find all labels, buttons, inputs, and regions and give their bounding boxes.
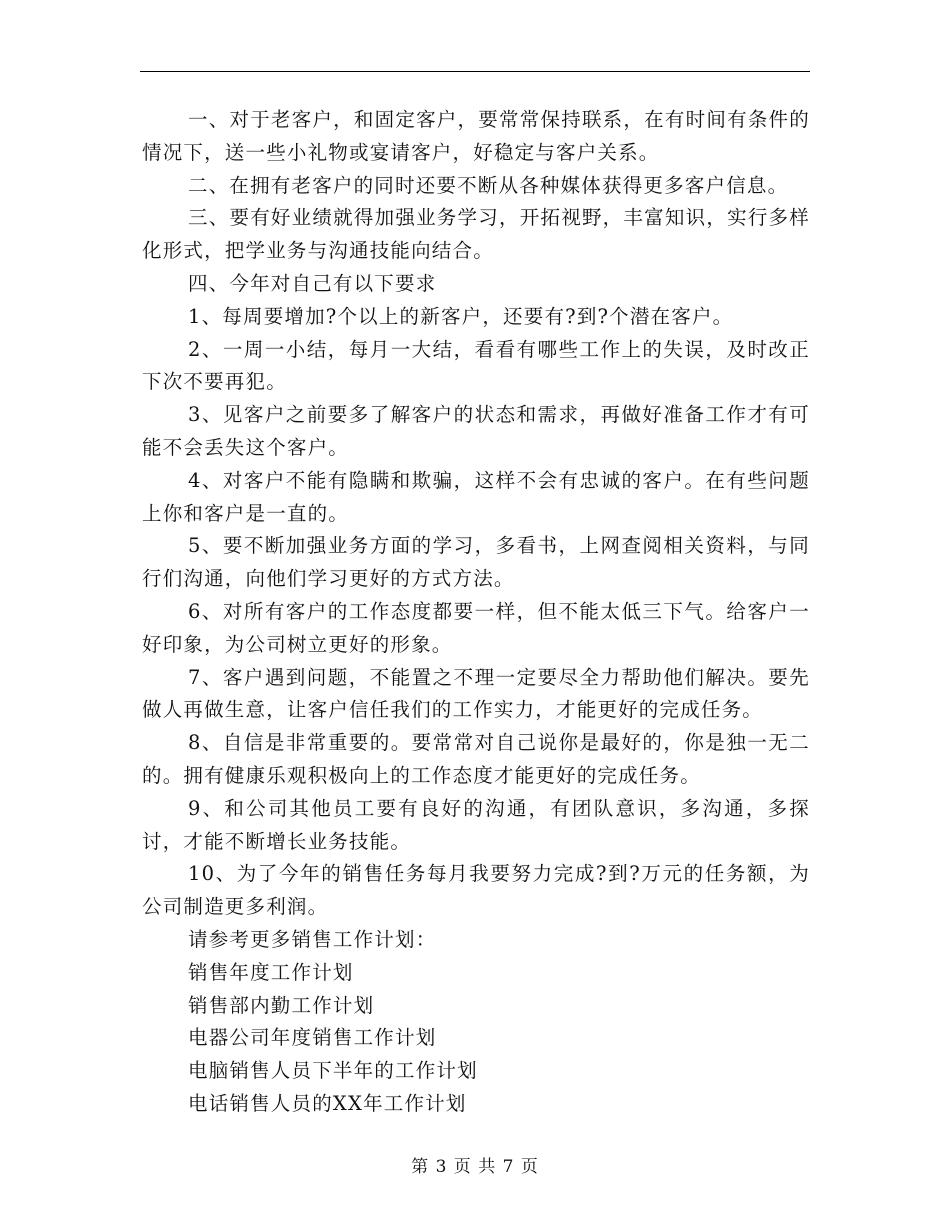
paragraph-10: 6、对所有客户的工作态度都要一样，但不能太低三下气。给客户一好印象，为公司树立更好的形象。 <box>142 599 810 656</box>
reference-link-2[interactable]: 销售部内勤工作计划 <box>188 993 375 1017</box>
paragraph-14: 10、为了今年的销售任务每月我要努力完成?到?万元的任务额，为公司制造更多利润。 <box>142 862 810 919</box>
paragraph-12: 8、自信是非常重要的。要常常对自己说你是最好的，你是独一无二的。拥有健康乐观积极向上的工作态度才能更好的完成任务。 <box>142 731 810 787</box>
page-number: 第 3 页 共 7 页 <box>411 1157 539 1177</box>
reference-link-1[interactable]: 销售年度工作计划 <box>188 960 354 984</box>
paragraph-2: 二、在拥有老客户的同时还要不断从各种媒体获得更多客户信息。 <box>188 173 789 197</box>
paragraph-9: 5、要不断加强业务方面的学习，多看书，上网查阅相关资料，与同行们沟通，向他们学习更好的方式方法。 <box>142 534 810 591</box>
reference-heading: 请参考更多销售工作计划： <box>188 927 437 951</box>
header-rule <box>140 71 810 72</box>
paragraph-8: 4、对客户不能有隐瞒和欺骗，这样不会有忠诚的客户。在有些问题上你和客户是一直的。 <box>142 468 810 525</box>
paragraph-3: 三、要有好业绩就得加强业务学习，开拓视野，丰富知识，实行多样化形式，把学业务与沟通技能向结合。 <box>142 206 810 263</box>
paragraph-6: 2、一周一小结，每月一大结，看看有哪些工作上的失误，及时改正下次不要再犯。 <box>142 337 810 394</box>
paragraph-5: 1、每周要增加?个以上的新客户，还要有?到?个潜在客户。 <box>188 304 734 328</box>
paragraph-1: 一、对于老客户，和固定客户，要常常保持联系，在有时间有条件的情况下，送一些小礼物或宴请客户，好稳定与客户关系。 <box>142 108 810 164</box>
reference-link-4[interactable]: 电脑销售人员下半年的工作计划 <box>188 1059 478 1083</box>
reference-link-3[interactable]: 电器公司年度销售工作计划 <box>188 1026 437 1050</box>
reference-link-5[interactable]: 电话销售人员的XX年工作计划 <box>188 1091 467 1115</box>
document-body <box>142 104 810 1121</box>
paragraph-13: 9、和公司其他员工要有良好的沟通，有团队意识，多沟通，多探讨，才能不断增长业务技能。 <box>142 796 810 853</box>
paragraph-4: 四、今年对自己有以下要求 <box>188 271 437 295</box>
paragraph-7: 3、见客户之前要多了解客户的状态和需求，再做好准备工作才有可能不会丢失这个客户。 <box>142 403 810 459</box>
paragraph-11: 7、客户遇到问题，不能置之不理一定要尽全力帮助他们解决。要先做人再做生意，让客户信任我们的工作实力，才能更好的完成任务。 <box>142 665 810 722</box>
